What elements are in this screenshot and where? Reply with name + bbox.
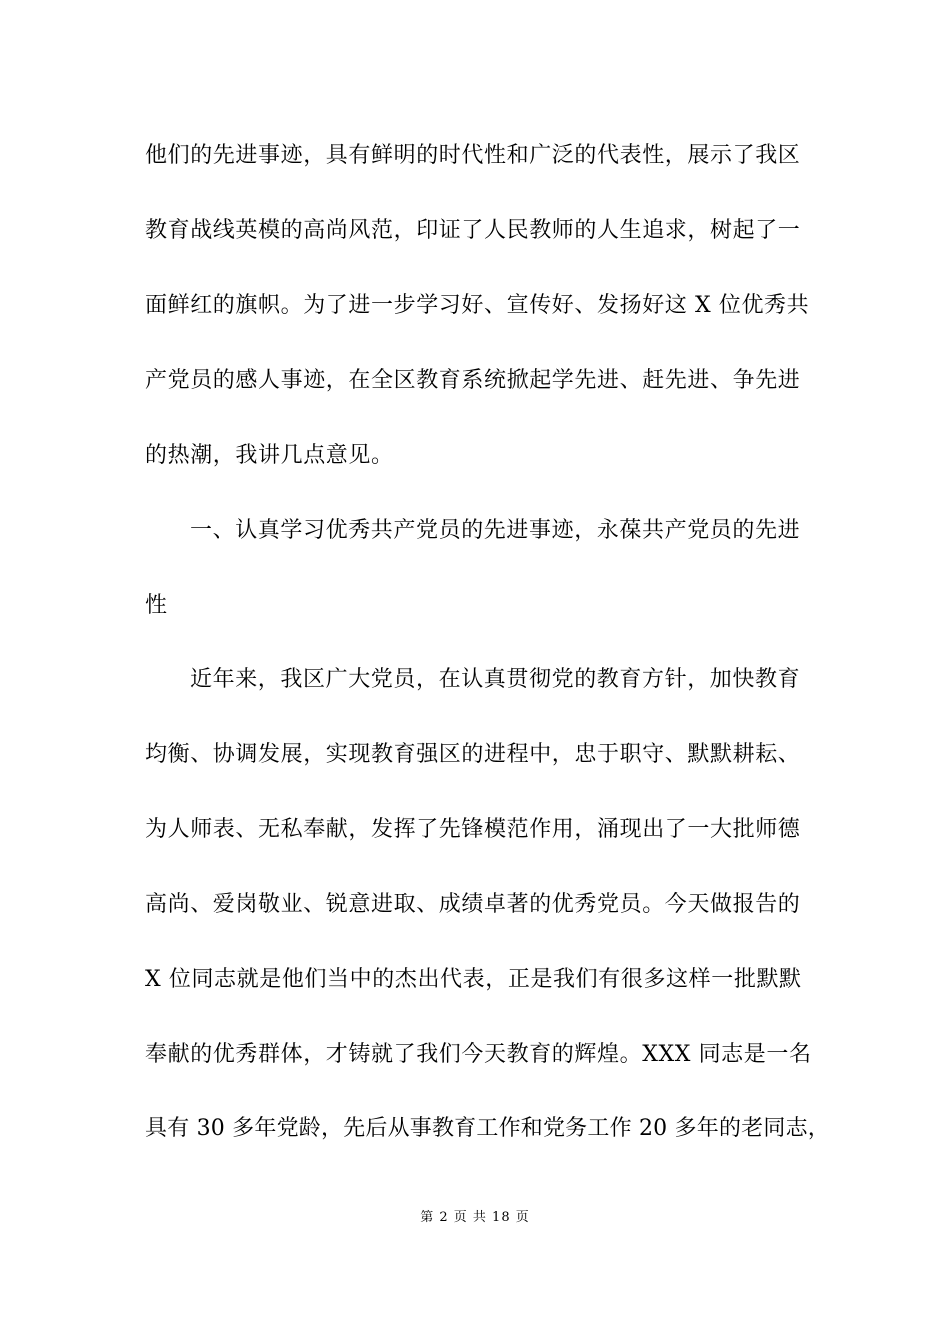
text-line: 奉献的优秀群体，才铸就了我们今天教育的辉煌。XXX 同志是一名 bbox=[145, 1042, 812, 1067]
text-line: 产党员的感人事迹，在全区教育系统掀起学先进、赶先进、争先进 bbox=[145, 368, 801, 393]
text-line: 教育战线英模的高尚风范，印证了人民教师的人生追求，树起了一 bbox=[145, 218, 801, 243]
text-line: 近年来，我区广大党员，在认真贯彻党的教育方针，加快教育 bbox=[190, 667, 801, 692]
text-line: 为人师表、无私奉献，发挥了先锋模范作用，涌现出了一大批师德 bbox=[145, 817, 801, 842]
section-heading-line: 一、认真学习优秀共产党员的先进事迹，永葆共产党员的先进 bbox=[190, 518, 801, 543]
text-line: 均衡、协调发展，实现教育强区的进程中，忠于职守、默默耕耘、 bbox=[145, 742, 801, 767]
text-line: 具有 30 多年党龄，先后从事教育工作和党务工作 20 多年的老同志， bbox=[145, 1116, 830, 1141]
page-number: 第 2 页 共 18 页 bbox=[420, 1210, 530, 1225]
text-line: 他们的先进事迹，具有鲜明的时代性和广泛的代表性，展示了我区 bbox=[145, 143, 801, 168]
text-line: 的热潮，我讲几点意见。 bbox=[145, 443, 394, 468]
text-line: 面鲜红的旗帜。为了进一步学习好、宣传好、发扬好这 X 位优秀共 bbox=[145, 293, 810, 318]
section-heading-line: 性 bbox=[145, 593, 168, 618]
text-line: X 位同志就是他们当中的杰出代表，正是我们有很多这样一批默默 bbox=[145, 967, 802, 992]
text-line: 高尚、爱岗敬业、锐意进取、成绩卓著的优秀党员。今天做报告的 bbox=[145, 892, 801, 917]
